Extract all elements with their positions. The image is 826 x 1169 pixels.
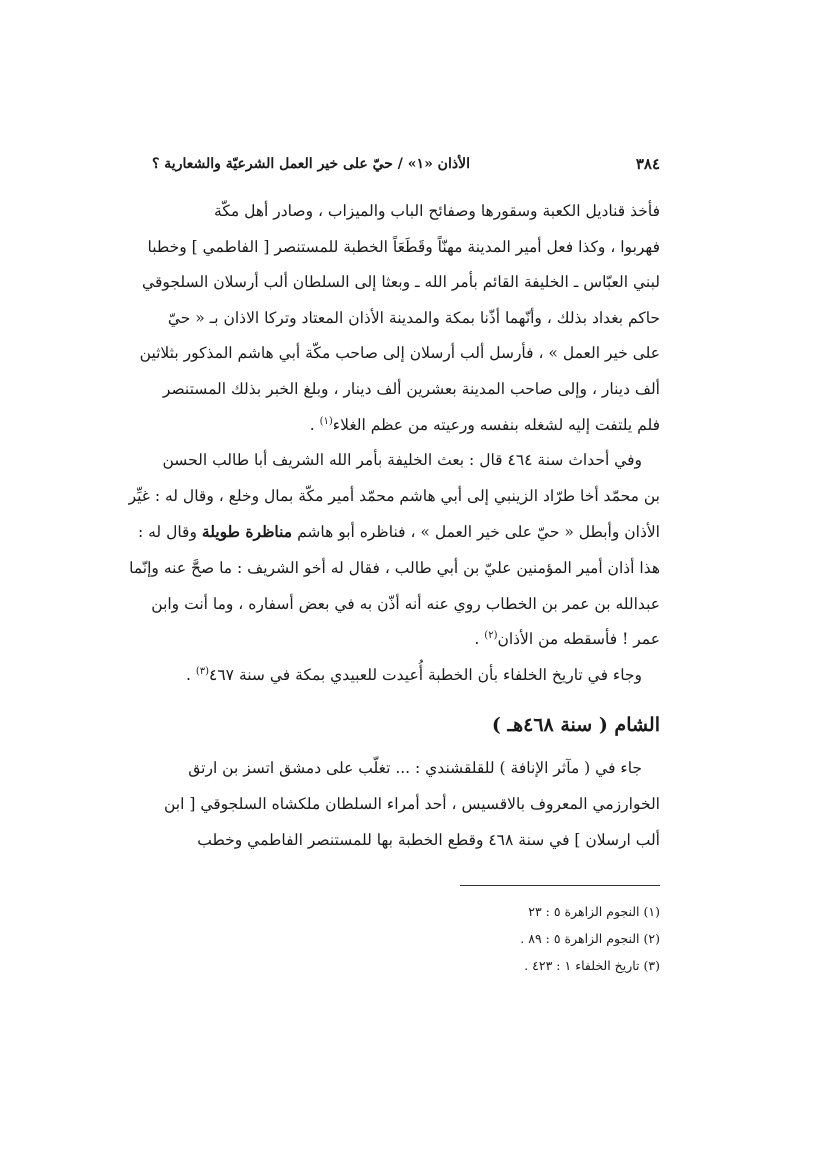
footnote-1: (١) النجوم الزاهرة ٥ : ٢٣: [528, 904, 660, 919]
footnote-divider: [460, 885, 660, 886]
footnote-2: (٢) النجوم الزاهرة ٥ : ٨٩ .: [520, 931, 660, 946]
text-line: وفي أحداث سنة ٤٦٤ قال : بعث الخليفة بأمر الله الشريف أبا طالب الحسن: [162, 451, 642, 470]
text-line-last: [152, 408, 660, 444]
text-fragment: .: [474, 630, 485, 649]
footnotes: [152, 898, 660, 979]
paragraph-3: [152, 658, 660, 694]
footnote-reference[interactable]: (٢): [484, 629, 498, 641]
text-fragment: وجاء في تاريخ الخلفاء بأن الخطبة أُعيدت للعبيدي بمكة في سنة ٤٦٧: [209, 665, 642, 684]
text-line: ألف دينار ، وإلى صاحب المدينة بعشرين ألف دينار ، وبلغ الخبر بذلك المستنصر: [162, 379, 660, 398]
text-line-last: [152, 622, 660, 658]
footnote-reference[interactable]: (١): [319, 415, 333, 427]
page-number: ٣٨٤: [635, 155, 660, 173]
paragraph-2: [128, 443, 660, 658]
text-fragment: .: [185, 665, 196, 684]
text-line: حاكم بغداد بذلك ، وأنّهما أذّنا بمكة والمدينة الأذان المعتاد وتركا الاذان بـ « حيّ: [167, 308, 660, 327]
footnote-reference[interactable]: (٣): [195, 665, 210, 677]
text-line: عبدالله بن عمر بن الخطاب روي عنه أنه أذّن به في بعض أسفاره ، وما أنت وابن: [151, 594, 660, 613]
text-fragment: وقال له :: [137, 523, 197, 542]
text-fragment: الأذان وأبطل « حيّ على خير العمل » ، فناظره أبو هاشم: [297, 523, 660, 542]
section-heading: الشام ( سنة ٤٦٨هـ ): [491, 714, 660, 737]
text-line: جاء في ( مآثر الإنافة ) للقلقشندي : ... تغلّب على دمشق اتسز بن ارتق: [188, 759, 642, 778]
text-line: هذا أذان أمير المؤمنين عليّ بن أبي طالب ، فقال له أخو الشريف : ما صحَّ عنه وإنّما: [129, 558, 660, 577]
body-text: [128, 194, 660, 858]
running-header: [152, 150, 660, 178]
text-fragment: .: [309, 415, 320, 434]
text-line: الخوارزمي المعروف بالاقسيس ، أحد أمراء السلطان ملكشاه السلجوقي [ ابن: [164, 794, 660, 813]
text-line: لبني العبّاس ـ الخليفة القائم بأمر الله ـ وبعثا إلى السلطان ألب أرسلان السلجوقي: [142, 273, 660, 292]
text-line: على خير العمل » ، فأرسل ألب أرسلان إلى صاحب مكّة أبي هاشم المذكور بثلاثين: [139, 344, 660, 363]
text-line: فهربوا ، وكذا فعل أمير المدينة مهنّاً وقَطَعَاً الخطبة للمستنصر [ الفاطمي ] وخطبا: [147, 237, 660, 256]
text-fragment: عمر ! فأسقطه من الأذان: [497, 630, 660, 649]
text-line: بن محمّد أخا طرّاد الزينبي إلى أبي هاشم محمّد أمير مكّة بمال وخلع ، وقال له : غيِّر: [128, 486, 660, 505]
footnote-3: (٣) تاريخ الخلفاء ١ : ٤٢٣ .: [524, 958, 660, 973]
running-title: الأذان «١» / حيّ على خير العمل الشرعيّة والشعارية ؟: [152, 156, 470, 172]
text-line: ألب ارسلان ] في سنة ٤٦٨ وقطع الخطبة بها للمستنصر الفاطمي وخطب: [197, 830, 660, 849]
paragraph-1: [139, 194, 660, 443]
paragraph-4: [152, 751, 660, 858]
book-page: [128, 150, 660, 1010]
text-line-last: [152, 658, 660, 694]
text-line: فأخذ قناديل الكعبة وسقورها وصفائح الباب والميزاب ، وصادر أهل مكّة: [214, 202, 660, 220]
text-line: [137, 514, 660, 551]
text-fragment: فلم يلتفت إليه لشغله بنفسه ورعيته من عظم الغلاء: [332, 415, 660, 434]
emphasized-text: مناظرة طويلة: [201, 522, 293, 542]
